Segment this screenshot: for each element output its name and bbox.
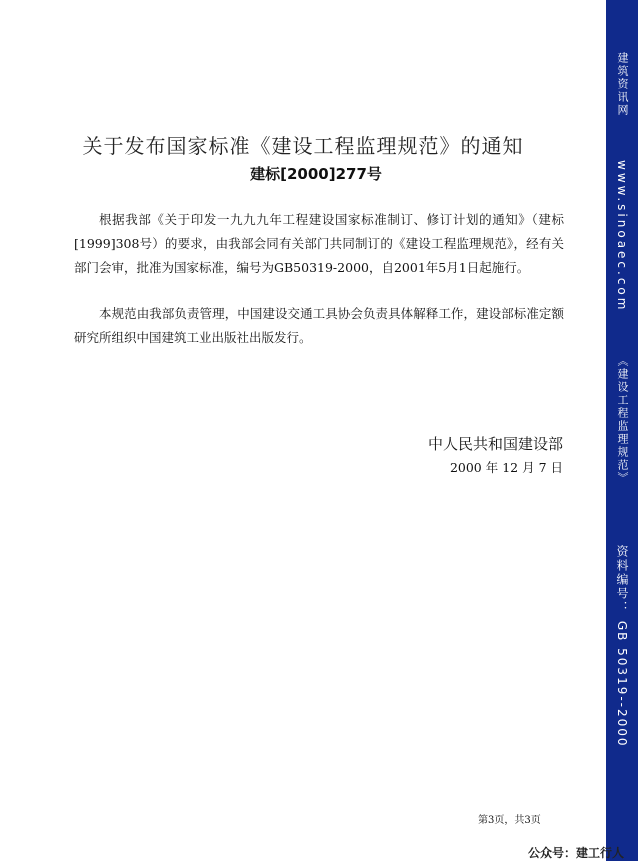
- site-name: 建筑资讯网: [616, 52, 629, 117]
- body-paragraph: 根据我部《关于印发一九九九年工程建设国家标准制订、修订计划的通知》（建标[1999]308号）的要求，由我部会同有关部门共同制订的《建设工程监理规范》，经有关部门会审，批准为国家标准，编号为GB50319-2000，自2001年5月1日起施行。: [74, 212, 564, 275]
- doc-code: 资料编号： GB 50319--2000: [615, 545, 629, 748]
- body-paragraph: 本规范由我部负责管理，中国建设交通工具协会负责具体解释工作，建设部标准定额研究所组织中国建筑工业出版社出版发行。: [74, 306, 564, 345]
- site-url: www.sinoaec.com: [615, 160, 629, 313]
- side-banner: [606, 0, 638, 861]
- footer-watermark: 公众号：建工行人: [528, 846, 625, 860]
- issue-date: 2000 年 12 月 7 日: [449, 460, 563, 475]
- page-indicator: 第3页，共3页: [478, 815, 541, 826]
- book-title: 《建设工程监理规范》: [616, 355, 629, 485]
- document-number: 建标[2000]277号: [250, 165, 382, 183]
- document-title: 关于发布国家标准《建设工程监理规范》的通知: [82, 134, 524, 158]
- issuer-signature: 中人民共和国建设部: [427, 435, 563, 453]
